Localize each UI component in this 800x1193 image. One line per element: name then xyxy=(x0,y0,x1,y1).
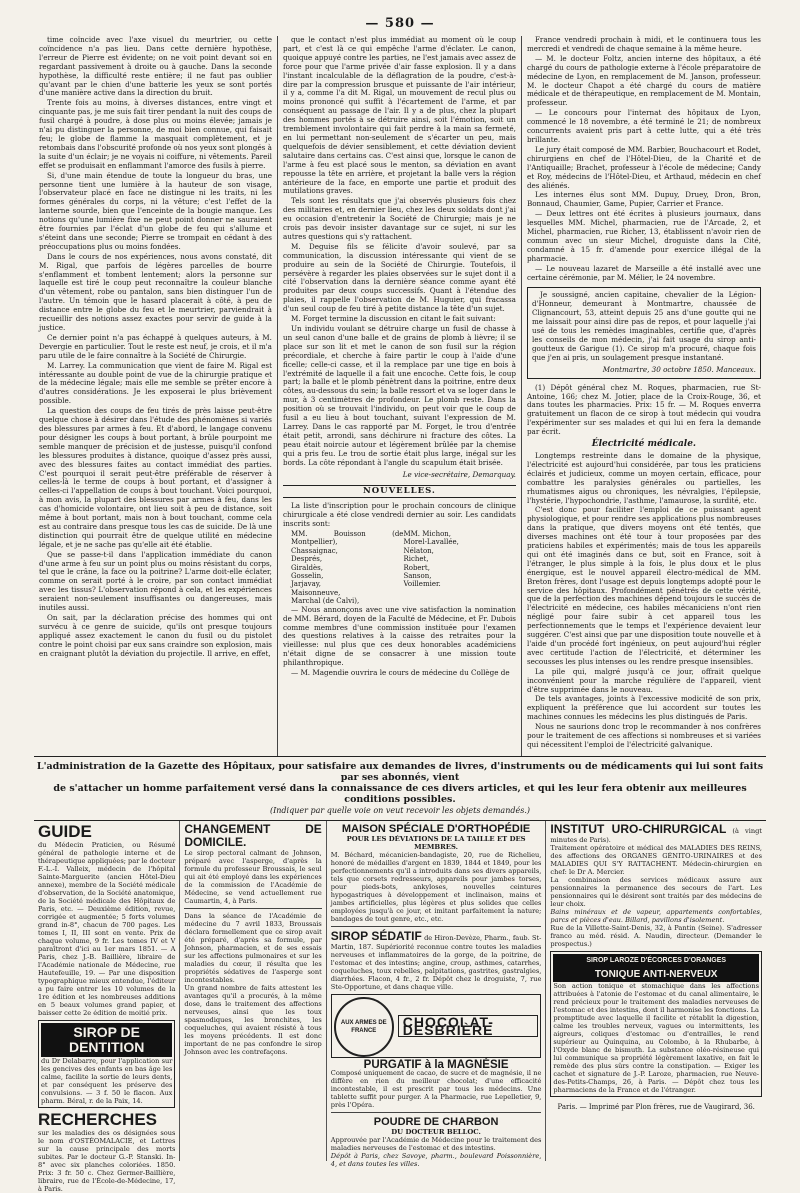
ad-label: SIROP LAROZE D'ÉCORCES D'ORANGES xyxy=(553,954,759,967)
candidate-list-right xyxy=(403,530,515,606)
ad-text: Dépôt à Paris, chez Savoye, pharm., boulevard Poissonnière, 4, et dans toutes les villes. xyxy=(330,1152,542,1168)
ad-text: Approuvée par l'Académie de Médecine pour le traitement des maladies nerveuses de l'estomac et des intestins. xyxy=(330,1136,542,1152)
ad-text: Son action tonique et stomachique dans les affections attribuées à l'atonie de l'estomac et du canal alimentaire, le rend précieux pour le traitement des maladies nerveuses de l'estomac et des intestins, dont il harmonise les fonctions. La promptitude avec laquelle il facilite et rétablit la digestion, calme les troubles nerveux, vagues ou intermittents, les aigreurs, coliques d'estomac ou d'entrailles, le rend supérieur au Quinquina, au Colombo, à la Rhubarbe, à l'Oxyde blanc de bismuth. La substance oléo-résineuse qui lui communique sa propriété légèrement laxative, en fait le remède des plus sûrs contre la constipation. — Exiger les cachet et signature de J.-P. Laroze, pharmacien, rue Neuve-des-Petits-Champs, 26, à Paris. — Dépôt chez tous les pharmaciens de la France et de l'étranger. xyxy=(553,982,759,1094)
list-item: Giraldès, xyxy=(290,563,323,572)
ad-text: du Dr Delabarre, pour l'application sur les gencives des enfants en bas âge les calme, facilite la sortie de leurs dents, et par conséquent les préserve des convulsions. — 3 f. 50 le flacon. Aux pharm. Béral, r. de la Paix, 14. xyxy=(41,1057,173,1105)
paragraph: Nous ne saurions donc trop le recommander à nos confrères pour le traitement de ces affections si nombreuses et si variées qui nécessitent l'emploi de l'électricité galvanique. xyxy=(526,722,761,749)
paragraph: M. Forget termine la discussion en citant le fait suivant: xyxy=(290,314,496,324)
candidate-list xyxy=(283,530,516,606)
paragraph: La pile qui, malgré jusqu'à ce jour, offrait quelque inconvénient pour la marche régulière de l'appareil, vient d'être supprimée dans le nouveau. xyxy=(526,666,761,694)
ad-title: TONIQUE ANTI-NERVEUX xyxy=(553,967,759,982)
column-3 xyxy=(522,36,766,756)
paragraph: Trente fois au moins, à diverses distances, entre vingt et cinquante pas, je me suis fait tirer pendant la nuit des coups de fusil chargé à poudre, à dose plus ou moins élevée; jamais je n'ai pu distinguer la personne, de moi bien connue, qui faisait feu; le globe de flamme la masquait complètement, et je retombais dans l'obscurité profonde où nos yeux sont plongés à la suite d'un éclair; je ne voyais ni coiffure, ni vêtements. Pareil effet se produisait en enflammant l'amorce des fusils à pierre. xyxy=(39,98,272,170)
divider xyxy=(184,908,321,909)
testimonial-box xyxy=(527,287,761,378)
ad-title: INSTITUT URO-CHIRURGICAL xyxy=(550,822,727,836)
list-item: Nélaton, xyxy=(403,546,434,555)
paragraph: France vendredi prochain à midi, et le continuera tous les mercredi et vendredi de chaque semaine à la même heure. xyxy=(526,35,761,53)
paragraph: Un individu voulant se détruire charge un fusil de chasse à un seul canon d'une balle et de grains de plomb à lièvre; il se place sur son lit et met le canon de son fusil sur la région précordiale, et cherche à faire partir le coup à l'aide d'une ficelle; celle-ci casse, et il la remplace par une tige en bois à l'extrémité de laquelle il a fait une encoche. Cette fois, le coup part; la balle et le plomb pénètrent dans la poitrine, entre deux côtes, au-dessous du sein; la balle ressort et va se loger dans le mur, à 3 centimètres de profondeur. Le plomb reste. Dans la position où se trouvait l'individu, on peut voir que le coup de fusil a eu lieu à bout touchant, suivant l'expression de M. Larrey. Dans le cas rapporté par M. Forget, le trou d'entrée était petit, arrondi, sans déchirure ni fracture des côtes. La peau était noircie autour et légèrement brûlée par la chemise qui a pris feu. Le trou de sortie était plus large, inégal sur les bords. La côte répondant à l'angle du scapulum était brisée. xyxy=(282,324,516,467)
ad-note: (à vingt minutes de Paris). xyxy=(550,827,762,844)
column-2 xyxy=(278,36,522,756)
paragraph: — Le concours pour l'internat des hôpitaux de Lyon, commencé le 18 novembre, a été terminé le 21; de nombreux concurrents avaient pris part à cette lutte, qui a été très brillante. xyxy=(526,108,761,144)
paragraph: Que se passe-t-il dans l'application immédiate du canon d'une arme à feu sur un point plus ou moins résistant du corps, tel que le crâne, la face ou la poitrine? L'arme doit-elle éclater, comme on serait porté à le croire, par son contact immédiat avec les tissus? L'observation répond à cela, et les expériences seraient non-seulement insuffisantes ou dangereuses, mais inutiles aussi. xyxy=(39,549,272,613)
paragraph: Je soussigné, ancien capitaine, chevalier de la Légion-d'Honneur, demeurant à Montmartre, chaussée de Clignancourt, 53, atteint depuis 25 ans d'une goutte qui ne me laissait pour ainsi dire pas de repos, et pour laquelle j'ai usé de tous les remèdes imaginables, certifie que, d'après les conseils de mon médecin, j'ai fait usage du sirop anti-goutteux de Garigue (1). Ce sirop m'a procuré, chaque fois que j'en ai pris, un soulagement presque instantané. xyxy=(531,290,756,362)
medal-icon: AUX ARMES DE FRANCE xyxy=(334,997,394,1057)
ad-text: M. Béchard, mécanicien-bandagiste, 20, rue de Richelieu, honoré de médailles d'argent en 1839, 1844 et 1849, pour les perfectionnements qu'il a introduits dans ses divers appareils, tels que corsets redresseurs, appareils pour jambes torses, pour pieds-bots, ankyloses, nouvelles ceintures hypogastriques à développement et inclinaison, mains et jambes artificielles, plus légères et plus solides que celles employées jusqu'à ce jour, et imitant parfaitement la nature; bandages de tout genre, etc., etc. xyxy=(330,851,542,923)
ad-title: MAISON SPÉCIALE D'ORTHOPÉDIE xyxy=(341,823,531,835)
list-item: Jarjavay, xyxy=(290,580,322,589)
list-item: Sanson, xyxy=(403,572,432,581)
ad-column-1 xyxy=(34,821,180,1193)
institut-ad xyxy=(550,823,762,844)
ad-title: PURGATIF à la MAGNÉSIE xyxy=(363,1059,509,1071)
candidate-list-left xyxy=(291,530,403,606)
ad-title: SIROP SÉDATIF xyxy=(330,929,422,943)
advertisements xyxy=(34,820,766,1193)
ad-column-4 xyxy=(546,821,766,1161)
paragraph: time coïncide avec l'axe visuel du meurtrier, ou cette coïncidence n'a pas lieu. Dans cette dernière hypothèse, l'erreur de Pierre est évidente; on ne voit point devant soi en regardant passivement à droite ou à gauche. Dans la seconde hypothèse, la difficulté reste entière; il ne faut pas oublier qu'avant par le chien d'une batterie les yeux se sont portés d'une manière active dans la direction du bruit. xyxy=(39,35,272,98)
sirop-dentition-ad xyxy=(38,1020,175,1108)
ad-column-3 xyxy=(327,821,547,1168)
banner-note: (Indiquer par quelle voie on veut recevoir les objets demandés.) xyxy=(270,806,530,815)
paragraph: Tels sont les résultats que j'ai observés plusieurs fois chez des militaires et, en dernier lieu, chez les deux soldats dont j'ai eu occasion d'entretenir la Société de Chirurgie; mais je ne crois pas devoir insister davantage sur ce sujet, ni sur les autres questions qui s'y rattachent. xyxy=(282,196,516,241)
paragraph: La liste d'inscription pour le prochain concours de clinique chirurgicale a été close vendredi dernier au soir. Les candidats inscrits sont: xyxy=(282,501,516,529)
ad-column-2 xyxy=(180,821,326,1161)
ad-text: Rue de la Villette-Saint-Denis, 32, à Pantin (Seine). S'adresser franco au méd. résid. A. Naudin, directeur. (Demander le prospectus.) xyxy=(550,924,762,948)
ad-title: POUDRE DE CHARBON xyxy=(373,1116,499,1128)
paragraph: La question des coups de feu tirés de près laisse peut-être quelque chose à désirer dans l'étude des phénomènes si variés des blessures par armes à feu. Et d'abord, le langage convenu pour désigner les coups à bout portant, à brûle pourpoint me semble manquer de précision et de justesse, puisqu'il confond les blessures produites à distance, quoique d'assez près aussi, avec des blessures faites au contact immédiat des parties. C'est pourquoi il serait peut-être préférable de réserver à celles-là le terme de coups à bout portant, et d'assigner à celles-ci l'appellation de coups à bout touchant. Voici pourquoi, à mon avis, la plupart des blessures par armes à feu, dans les cas d'homicide volontaire, ont lieu soit à peu de distance, soit même à bout portant, mais non à bout touchant, comme cela est au contraire dans presque tous les cas de suicide. De là une distinction qui pourrait être de quelque utilité en médecine légale, et je ne sache pas qu'elle ait été établie. xyxy=(39,406,272,549)
list-item: Maisonneuve, xyxy=(290,588,341,597)
signature: Montmartre, 30 octobre 1850. Manceaux. xyxy=(602,364,756,374)
list-item: Richet, xyxy=(403,555,429,564)
page-number: — 580 — xyxy=(365,16,435,31)
list-item: Després, xyxy=(290,555,323,564)
list-item: Robert, xyxy=(403,563,430,572)
news-heading: NOUVELLES. xyxy=(283,485,516,498)
paragraph: Les internes élus sont MM. Dupuy, Druey, Dron, Bron, Bonnaud, Chaumier, Game, Pupier, Carrier et France. xyxy=(526,190,761,209)
paragraph: M. Larrey. La communication que vient de faire M. Rigal est intéressante au double point de vue de la chirurgie pratique et de la médecine légale; mais elle me semble se prêter encore à d'autres considérations. Je les exposerai le plus brièvement possible. xyxy=(39,360,272,406)
ad-text: Bains minéraux et de vapeur, appartements confortables, parcs et pièces d'eau. Billard, pavillons d'isolement. xyxy=(550,908,762,924)
paragraph: Ce dernier point n'a pas échappé à quelques auteurs, à M. Devergie en particulier. Tout le reste est neuf, je crois, et il m'a paru utile de le faire connaître à la Société de Chirurgie. xyxy=(39,332,272,360)
ad-text: sur les maladies des os désignées sous le nom d'OSTÉOMALACIE, et Lettres sur la cause principale des morts subites. Par le docteur G.-P. Stanski. In-8° avec six planches coloriées. 1850. Prix: 3 fr. 50 c. Chez Germer-Baillière, libraire, rue de l'École-de-Médecine, 17, à Paris. xyxy=(38,1129,176,1193)
paragraph: — Deux lettres ont été écrites à plusieurs journaux, dans lesquelles MM. Michel, pharmacien, rue de l'Arcade, 2, et Michel, pharmacien, rue Richer, 13, établissent n'avoir rien de commun avec un sieur Michel, droguiste dans la Cité, condamné à 15 fr. d'amende pour exercice illégal de la pharmacie. xyxy=(526,209,761,263)
ad-text: Le sirop pectoral calmant de Johnson, préparé avec l'asperge, d'après la formule du professeur Broussais, le seul qui ait été employé dans les expériences de la commission de l'Académie de Médecine, se vend actuellement rue Caumartin, 4, à Paris. xyxy=(184,849,322,905)
paragraph: De tels avantages, joints à l'excessive modicité de son prix, expliquent la préférence que lui accordent sur toutes les machines connues les médecins les plus distingués de Paris. xyxy=(526,694,761,722)
paragraph: C'est donc pour faciliter l'emploi de ce puissant agent physiologique, et pour rendre ses applications plus nombreuses dans la pratique, que divers moyens ont été tentés, que diverses machines ont été tour à tour proposées par des praticiens habiles et expérimentés; mais de tous les appareils qui ont été imaginés dans ce but, soit en France, soit à l'étranger, le plus simple à la fois, le plus doux et le plus énergique, est le nouvel appareil électro-médical de MM. Breton frères, dont l'usage est depuis longtemps adopté pour le service des hôpitaux. Profondément pénétrés de cette vérité, que de la perfection des machines dépend toujours le succès de l'électricité en médecine, ces habiles mécaniciens n'ont rien négligé pour faire subir à cet appareil tous les perfectionnements que le temps et l'expérience devaient leur suggérer. C'est ainsi que par une disposition toute nouvelle et à l'aide d'un procédé fort ingénieux, on peut aujourd'hui régler avec certitude l'action de l'électricité, et déterminer les secousses les plus intenses ou les rendre presque insensibles. xyxy=(526,505,761,666)
list-item: MM. Michon, xyxy=(403,530,452,539)
ad-text: de Hiron-Devèze, Pharm., faub. St-Martin, 187. Supériorité reconnue contre toutes les maladies nerveuses et inflammatoires de la gorge, de la poitrine, de l'estomac et des intestins; angine, croup, asthmes, catarrhes, coqueluches, toux rebelles, palpitations, gastrites, gastralgies, diarrhées. Flacon, 4 fr., 2 fr. Dépôt chez le droguiste, 7, rue Ste-Opportune, et dans chaque ville. xyxy=(330,934,542,991)
ad-title: GUIDE xyxy=(38,822,92,841)
guide-ad xyxy=(38,823,175,1017)
list-item: Voillemier. xyxy=(403,580,441,589)
printer-line: Paris. — Imprimé par Plon frères, rue de Vaugirard, 36. xyxy=(557,1103,755,1111)
paragraph: — Le nouveau lazaret de Marseille a été installé avec une certaine cérémonie, par M. Mélier, le 24 novembre. xyxy=(526,263,761,282)
administration-banner xyxy=(34,761,766,816)
list-item: Marchal (de Calvi), xyxy=(290,597,360,606)
list-item: Morel-Lavallée, xyxy=(403,538,459,547)
paragraph: Longtemps restreinte dans le domaine de la physique, l'électricité est aujourd'hui considérée, par tous les praticiens éclairés et judicieux, comme un moyen certain, efficace, pour combattre les paralysies générales ou partielles, les rhumatismes aigus ou chroniques, les névralgies, l'épilepsie, l'hystérie, l'hypochondrie, l'asthme, l'amaurose, la surdité, etc. xyxy=(526,450,761,505)
column-1 xyxy=(34,36,278,756)
recherches-ad xyxy=(38,1111,175,1193)
divider xyxy=(331,926,542,927)
paragraph: que le contact n'est plus immédiat au moment où le coup part, et c'est là ce qui empêche l'arme d'éclater. Le canon, quoique appuyé contre les parties, ne l'est jamais avec assez de force pour que l'arme privée d'air fasse explosion. Il y a dans l'instant incalculable de la déflagration de la poudre, c'est-à-dire par la compression brusque et puissante de l'air intérieur, il y a, comme l'a dit M. Rigal, un mouvement de recul plus ou moins prononcé qui suffit à l'écartement de l'arme, et par conséquent au passage de l'air. Il y a de plus, chez la plupart des hommes portés à se détruire ainsi, soit l'émotion, soit un tremblement involontaire qui fait perdre à la main sa fermeté, en lui permettant non-seulement de s'écarter un peu, mais quelquefois de dévier sensiblement, et cette déviation devient salutaire dans certains cas. C'est ainsi que, lorsque le canon de l'arme à feu est placé sous le menton, sa déviation en avant repousse la tête en arrière, et projetant la balle vers la région antérieure de la face, en emporte une partie et produit des mutilations graves. xyxy=(282,35,516,196)
ad-title: CHANGEMENT DE DOMICILE. xyxy=(184,822,322,849)
footnote: (1) Dépôt général chez M. Roques, pharmacien, rue St-Antoine, 166; chez M. Jotier, place de la Croix-Rouge, 36, et dans toutes les pharmacies. Prix: 15 fr. — M. Roques enverra gratuitement un flacon de ce sirop à tout médecin qui voudra l'expérimenter sur ses malades et qui lui en fera la demande par écrit. xyxy=(526,382,761,437)
ad-text: Dans la séance de l'Académie de médecine du 7 avril 1833, Broussais déclara formellement que ce sirop avait été préparé, d'après sa formule, par Johnson, pharmacien, et de ses essais sur les affections pulmonaires et sur les maladies du cœur, il résulta que les propriétés sédatives de l'asperge sont incontestables. xyxy=(184,912,322,984)
section-heading: Électricité médicale. xyxy=(591,439,697,450)
chocolat-ad xyxy=(331,994,542,1058)
ad-text: Un grand nombre de faits attestent les avantages qu'il a procurés, à la même dose, dans le traitement des affections nerveuses, ainsi que les toux spasmodiques, les bronchites, les coqueluches, qui avaient résisté à tous les moyens précédents. Il est donc important de ne pas confondre le sirop Johnson avec les contrefaçons. xyxy=(184,984,322,1056)
ad-title: CHOCOLAT-DESBRIÈRE xyxy=(398,1015,539,1037)
list-item: Gosselin, xyxy=(290,572,324,581)
banner-line: de s'attacher un homme parfaitement versé dans la connaissance de ces divers articles, et qui les leur fera obtenir aux meilleures conditions possibles. xyxy=(53,783,747,805)
banner-line: L'administration de la Gazette des Hôpitaux, pour satisfaire aux demandes de livres, d'instruments ou de médicaments qui lui sont faits par ses abonnés, vient xyxy=(36,761,764,783)
paragraph: Dans le cours de nos expériences, nous avons constaté, dit M. Rigal, que parfois de légères parcelles de bourre s'enflamment et tombent lentement; alors la personne sur laquelle est tiré le coup peut reconnaître la couleur blanche d'un vêtement, robe ou pantalon, sans bien distinguer l'un de l'autre. Un témoin que le hasard placerait à côté, à peu de distance entre le globe du feu et le meurtrier, parviendrait à recueillir des notions assez exactes pour servir de guide à la justice. xyxy=(39,251,272,332)
paragraph: — M. le docteur Foltz, ancien interne des hôpitaux, a été chargé du cours de pathologie externe à l'école préparatoire de médecine de Lyon, en remplacement de M. Janson, professeur. M. le docteur Chapot a été chargé du cours de matière médicale et de thérapeutique, en remplacement de M. Montain, professeur. xyxy=(526,53,761,108)
paragraph: M. Deguise fils se félicite d'avoir soulevé, par sa communication, la discussion intéressante qui vient de se produire au sein de la Société de Chirurgie. Toutefois, il persévère à regarder les plaies observées sur le sujet dont il a cité l'observation dans la dernière séance comme ayant été produites par deux coups successifs. Quant à l'étendue des plaies, il rappelle l'observation de M. Huguier, qui fracassa d'un seul coup de feu tiré à petite distance la tête d'un sujet. xyxy=(282,241,516,314)
ad-text: du Médecin Praticien, ou Résumé général de pathologie interne et de thérapeutique appliquées; par le docteur F.-L.-I. Valleix, médecin de l'hôpital Sainte-Marguerite (ancien Hôtel-Dieu annexe), membre de la Société médicale d'observation, de la Société anatomique, de la Société médicale des Hôpitaux de Paris, etc. — Deuxième édition, revue, corrigée et augmentée; 5 forts volumes grand in-8°, chacun de 700 pages. Les tomes I, II, III sont en vente. Prix de chaque volume, 9 fr. Les tomes IV et V paraîtront d'ici au 1er mars 1851. — A Paris, chez J.-B. Baillière, libraire de l'Académie nationale de Médecine, rue Hautefeuille, 19. — Par une disposition typographique mieux entendue, l'éditeur a pu faire entrer les 10 volumes de la 1re édition et les nombreuses additions en 5 beaux volumes grand papier, et baisser cette 2e édition de moitié prix. xyxy=(38,841,176,1017)
list-item: Chassaignac, xyxy=(290,546,338,555)
signature: Le vice-secrétaire, Demarquay. xyxy=(402,469,516,479)
paragraph: — Nous annonçons avec une vive satisfaction la nomination de MM. Bérard, doyen de la Faculté de Médecine, et Fr. Dubois comme membres d'une commission instituée pour l'examen des questions relatives à la caisse des retraites pour la vieillesse: nul plus que ces deux honorables académiciens n'était digne de se consacrer à une mission toute philanthropique. xyxy=(282,604,516,668)
divider xyxy=(331,1112,542,1113)
ad-subtitle: POUR LES DÉVIATIONS DE LA TAILLE ET DES MEMBRES. xyxy=(346,835,526,851)
sirop-laroze-ad xyxy=(550,951,762,1097)
chocolat-name-box xyxy=(396,995,541,1057)
ad-text: Composé uniquement de cacao, de sucre et de magnésie, il ne diffère en rien du meilleur chocolat; d'une efficacité incontestable, il est prescrit par tous les médecins. Une tablette suffit pour purger. A la Pharmacie, rue Lepelletier, 9, près l'Opéra. xyxy=(330,1069,542,1109)
ad-text: La combinaison des services médicaux assure aux pensionnaires la permanence des secours de l'art. Les pensionnaires qui le désirent sont traités par des médecins de leur choix. xyxy=(550,876,762,908)
ad-subtitle: DU DOCTEUR BELLOC. xyxy=(391,1128,481,1136)
paragraph: — M. Magendie ouvrira le cours de médecine du Collège de xyxy=(290,668,510,678)
paragraph: Le jury était composé de MM. Barbier, Bouchacourt et Rodet, chirurgiens en chef de l'Hôtel-Dieu, de la Charité et de l'Antiquaille; Brachet, professeur à l'école de médecine; Candy et Roy, médecins de l'Hôtel-Dieu, et Arthaud, médecin en chef des aliénés. xyxy=(526,144,761,190)
ad-title: RECHERCHES xyxy=(38,1110,158,1129)
sirop-sedatif-ad xyxy=(331,930,542,991)
ad-text: Traitement opératoire et médical des MALADIES DES REINS, des affections des ORGANES GÉNITO-URINAIRES et des MALADIES QUI S'Y RATTACHENT. Médecin-chirurgien en chef: le Dr A. Mercier. xyxy=(550,844,762,876)
article-columns xyxy=(34,36,766,757)
paragraph: On sait, par la déclaration précise des hommes qui ont survécu à ce genre de suicide, qu'ils ont presque toujours appliqué assez exactement le canon du fusil ou du pistolet contre le point choisi par eux sans craindre son explosion, mais en craignant plutôt la déviation du projectile. Il arrive, en effet, xyxy=(39,613,272,658)
ad-title: SIROP DE DENTITION xyxy=(41,1023,172,1057)
list-item: MM. Bouisson (de Montpellier), xyxy=(290,530,404,547)
paragraph: Si, d'une main étendue de toute la longueur du bras, une personne tient une lumière à la hauteur de son visage, l'observateur placé en face ne distingue ni les traits, ni les formes générales du corps, ni la vêture; c'est l'effet de la lanterne sourde, bien que l'enceinte de la bougie manque. Les notions qu'une lumière fixe ne peut point donner ne sauraient être fournies par l'éclat d'un globe de feu qui s'allume et s'éteint dans une seconde; Pierre se trompait en cédant à des préoccupations plus ou moins fondées. xyxy=(39,170,272,251)
